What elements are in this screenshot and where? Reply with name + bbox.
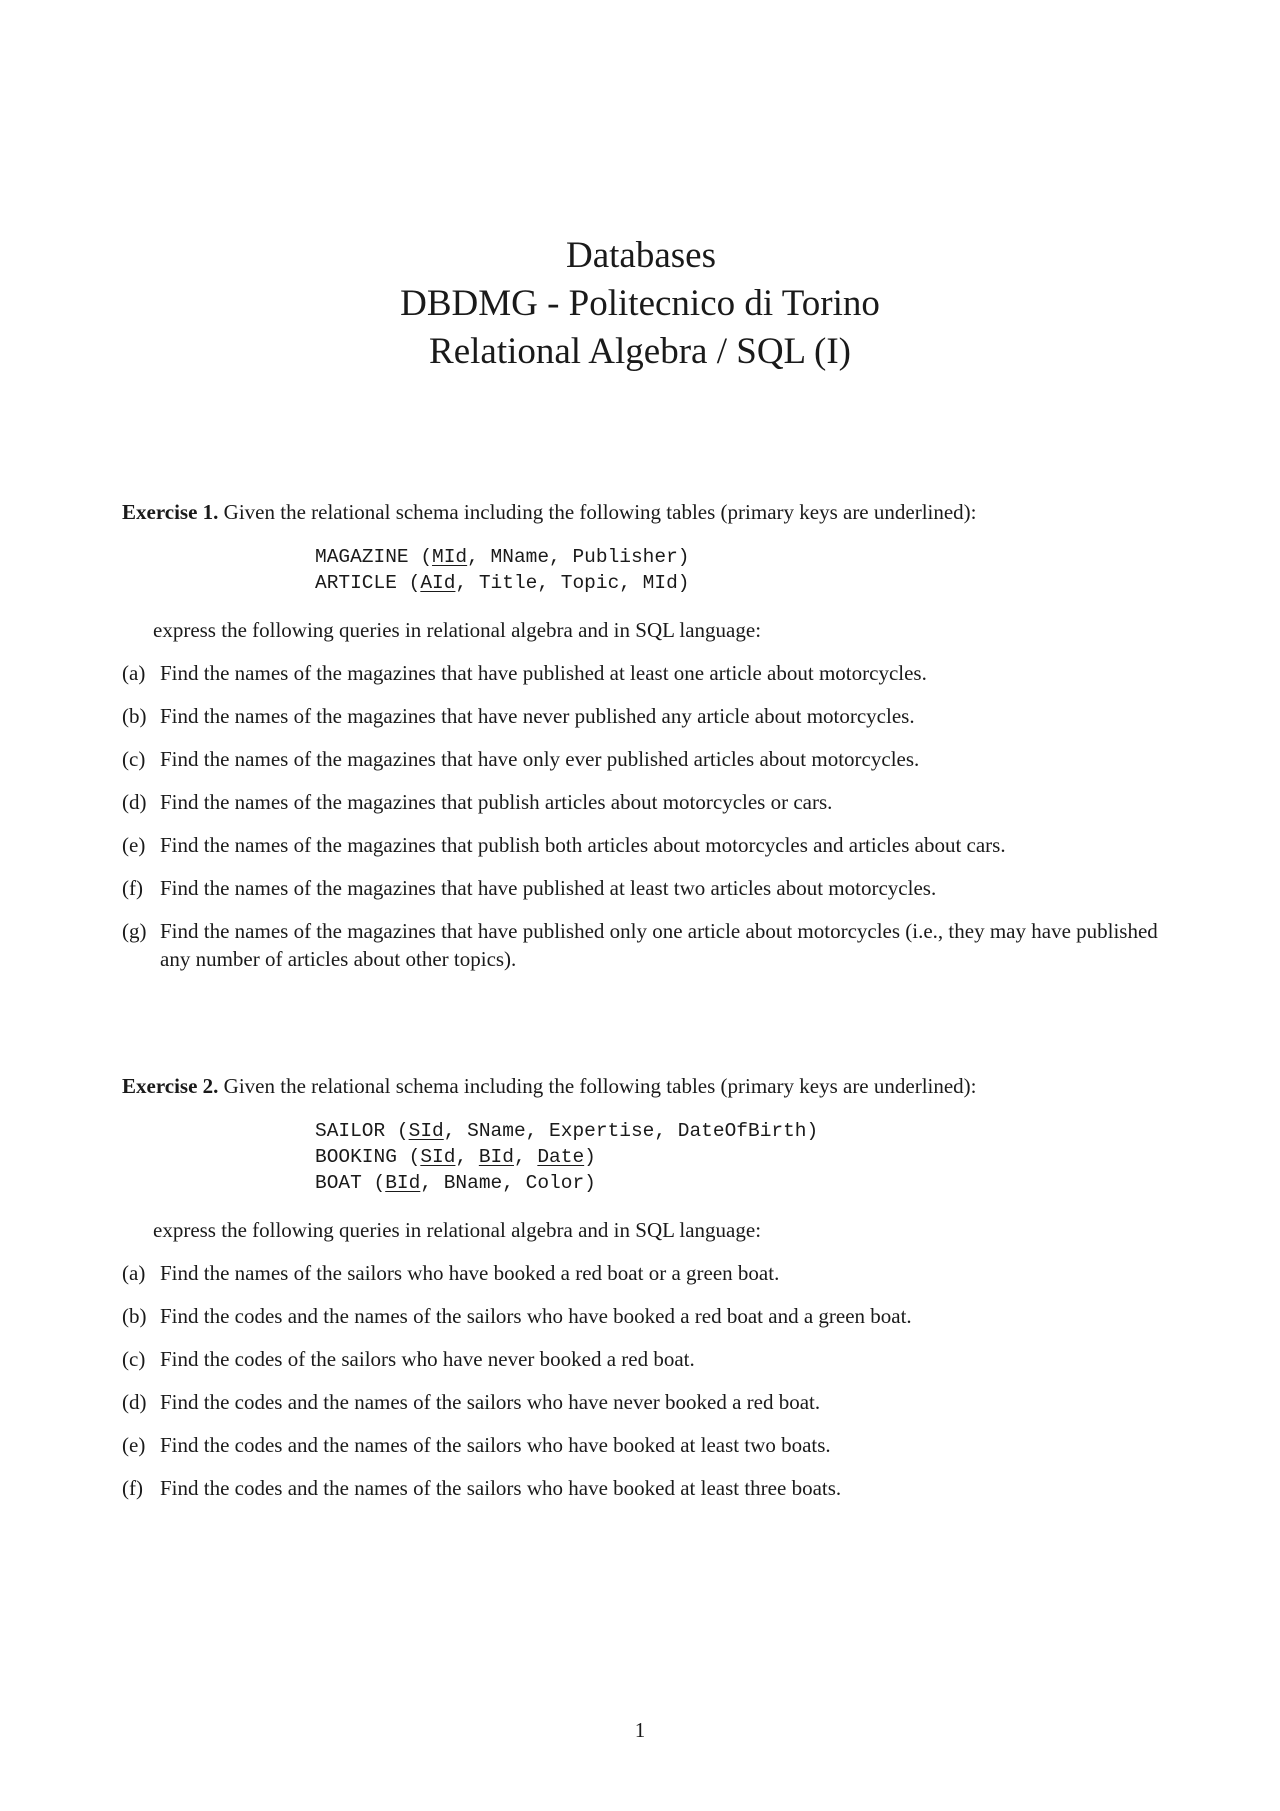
exercise-2 (122, 1072, 1172, 1517)
question-text: Find the names of the magazines that have published only one article about motorcycles (i.e., they may have published any number of articles about other topics). (160, 919, 1158, 971)
question-item (122, 659, 1172, 687)
question-item (122, 1302, 1172, 1330)
question-item (122, 788, 1172, 816)
question-text: Find the names of the magazines that publish both articles about motorcycles and articles about cars. (160, 833, 1006, 857)
question-text: Find the names of the magazines that have published at least two articles about motorcycles. (160, 876, 937, 900)
exercise-1-heading: Exercise 1. (122, 500, 219, 524)
question-item (122, 1259, 1172, 1287)
title-line-topic: Relational Algebra / SQL (I) (429, 331, 851, 372)
question-item (122, 1431, 1172, 1459)
question-item (122, 702, 1172, 730)
exercise-2-questions (122, 1259, 1172, 1502)
primary-key: BId (385, 1172, 421, 1194)
schema-table-sailor: SAILOR (SId, SName, Expertise, DateOfBirth) (315, 1120, 819, 1142)
question-label: (g) (122, 919, 147, 943)
question-item (122, 874, 1172, 902)
question-item (122, 831, 1172, 859)
exercise-2-schema (315, 1118, 1172, 1196)
exercise-1 (122, 498, 1172, 988)
question-label: (f) (122, 1476, 143, 1500)
exercise-1-instruction: express the following queries in relational algebra and in SQL language: (153, 618, 762, 642)
question-text: Find the names of the magazines that publish articles about motorcycles or cars. (160, 790, 833, 814)
exercise-1-statement (122, 498, 1172, 526)
question-label: (a) (122, 1261, 146, 1285)
schema-table-article: ARTICLE (AId, Title, Topic, MId) (315, 572, 690, 594)
exercise-1-questions (122, 659, 1172, 973)
page-number: 1 (634, 1718, 646, 1742)
question-text: Find the names of the magazines that have never published any article about motorcycles. (160, 704, 915, 728)
document-title (0, 232, 1280, 376)
question-item (122, 1474, 1172, 1502)
question-label: (e) (122, 833, 146, 857)
schema-table-boat: BOAT (BId, BName, Color) (315, 1172, 596, 1194)
primary-key: AId (420, 572, 456, 594)
exercise-2-heading: Exercise 2. (122, 1074, 219, 1098)
primary-key: BId (478, 1146, 514, 1168)
exercise-1-schema (315, 544, 1172, 596)
title-line-course: Databases (566, 235, 716, 276)
question-label: (e) (122, 1433, 146, 1457)
question-label: (a) (122, 661, 146, 685)
question-item (122, 917, 1172, 973)
question-text: Find the names of the magazines that have published at least one article about motorcycles. (160, 661, 927, 685)
primary-key: SId (420, 1146, 456, 1168)
question-item (122, 745, 1172, 773)
question-item (122, 1388, 1172, 1416)
question-text: Find the codes and the names of the sailors who have never booked a red boat. (160, 1390, 821, 1414)
question-text: Find the codes and the names of the sailors who have booked a red boat and a green boat. (160, 1304, 912, 1328)
exercise-2-intro: Given the relational schema including the following tables (primary keys are underlined): (223, 1074, 977, 1098)
question-text: Find the codes and the names of the sailors who have booked at least three boats. (160, 1476, 842, 1500)
question-text: Find the codes and the names of the sailors who have booked at least two boats. (160, 1433, 831, 1457)
exercise-2-statement (122, 1072, 1172, 1100)
primary-key: MId (432, 546, 468, 568)
primary-key: Date (537, 1146, 585, 1168)
question-text: Find the names of the magazines that have only ever published articles about motorcycles. (160, 747, 920, 771)
question-label: (d) (122, 790, 147, 814)
question-text: Find the codes of the sailors who have never booked a red boat. (160, 1347, 695, 1371)
schema-table-magazine: MAGAZINE (MId, MName, Publisher) (315, 546, 690, 568)
title-line-institution: DBDMG - Politecnico di Torino (400, 283, 880, 324)
question-item (122, 1345, 1172, 1373)
question-label: (c) (122, 747, 146, 771)
exercise-1-intro: Given the relational schema including the following tables (primary keys are underlined): (223, 500, 977, 524)
question-label: (b) (122, 704, 147, 728)
primary-key: SId (408, 1120, 444, 1142)
question-label: (c) (122, 1347, 146, 1371)
exercise-2-instruction: express the following queries in relational algebra and in SQL language: (153, 1218, 762, 1242)
question-label: (d) (122, 1390, 147, 1414)
schema-table-booking: BOOKING (SId, BId, Date) (315, 1146, 596, 1168)
question-text: Find the names of the sailors who have booked a red boat or a green boat. (160, 1261, 780, 1285)
question-label: (f) (122, 876, 143, 900)
question-label: (b) (122, 1304, 147, 1328)
